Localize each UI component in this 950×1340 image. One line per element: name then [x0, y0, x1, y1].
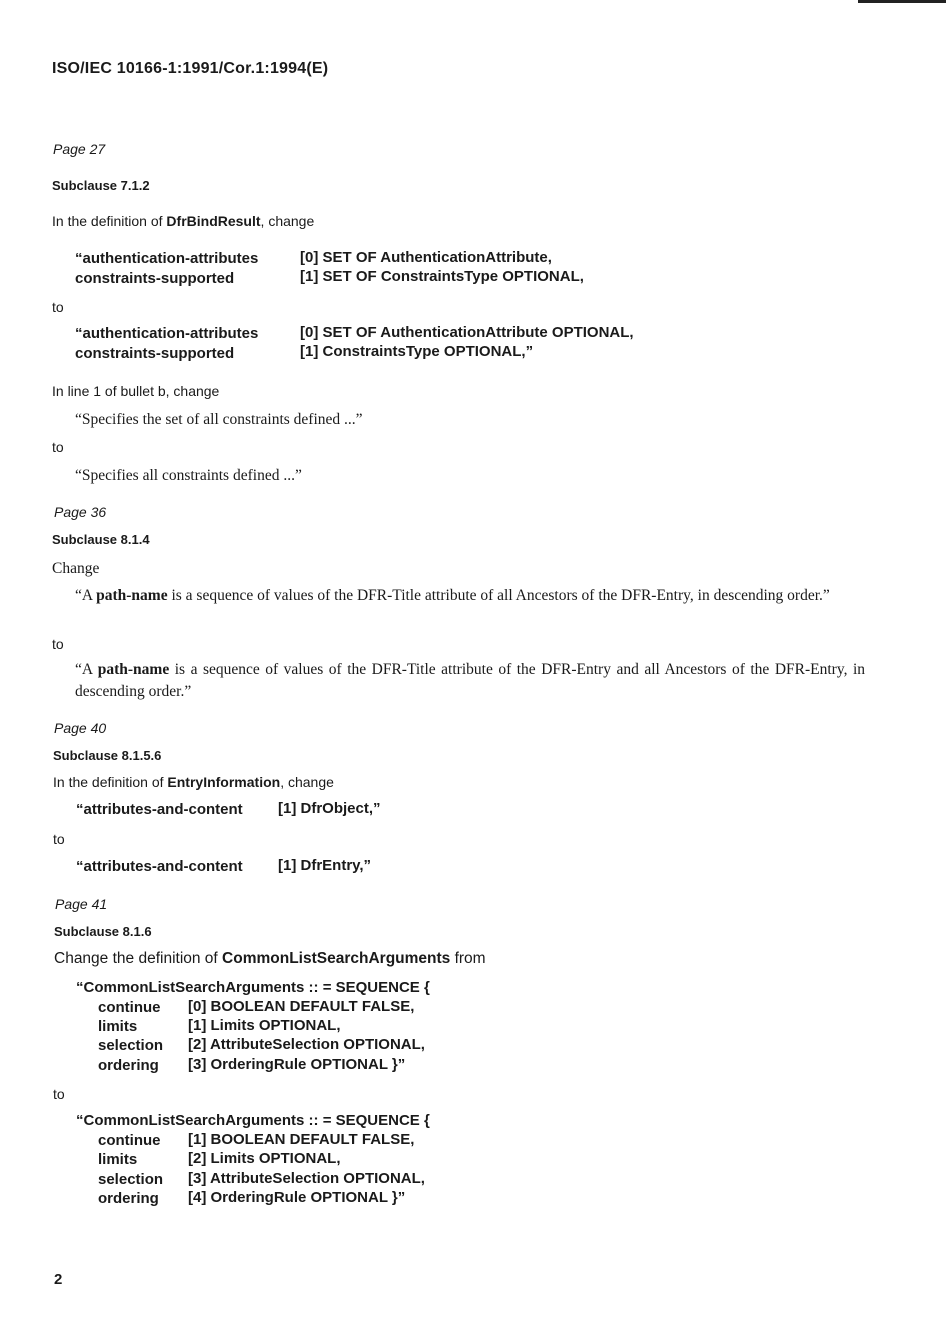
bullet-intro: In line 1 of bullet b, change — [52, 383, 220, 399]
bullet-from-quote: “Specifies the set of all constraints defined ...” — [75, 411, 363, 428]
document-header: ISO/IEC 10166-1:1991/Cor.1:1994(E) — [52, 60, 329, 77]
subclause-8-1-6: Subclause 8.1.6 — [54, 924, 152, 939]
from-block-field-name: continue — [98, 999, 161, 1016]
from-block-field-def: [2] AttributeSelection OPTIONAL, — [188, 1036, 425, 1053]
change-label: Change — [52, 560, 100, 577]
to-block-field-def: [4] OrderingRule OPTIONAL }” — [188, 1189, 406, 1206]
subclause-8-1-4: Subclause 8.1.4 — [52, 532, 150, 547]
to-row-def: [0] SET OF AuthenticationAttribute OPTIONAL, — [300, 324, 634, 341]
from-block-field-def: [0] BOOLEAN DEFAULT FALSE, — [188, 998, 415, 1015]
to-block-field-def: [2] Limits OPTIONAL, — [188, 1150, 341, 1167]
to-label: to — [53, 1086, 65, 1102]
from-paragraph: “A path-name is a sequence of values of the DFR-Title attribute of all Ancestors of the DFR-Entry, in descending order.” — [75, 587, 830, 604]
subclause-7-1-2: Subclause 7.1.2 — [52, 178, 150, 193]
from-block-field-def: [3] OrderingRule OPTIONAL }” — [188, 1056, 406, 1073]
page-ref-27: Page 27 — [53, 141, 106, 157]
from-row-name: constraints-supported — [75, 270, 235, 287]
to-row-name: constraints-supported — [75, 345, 235, 362]
from-block-field-name: selection — [98, 1037, 164, 1054]
from-block-field-name: limits — [98, 1018, 138, 1035]
to-row-def: [1] ConstraintsType OPTIONAL,” — [300, 343, 534, 360]
page-ref-41: Page 41 — [55, 896, 108, 912]
from-block-field-name: ordering — [98, 1057, 159, 1074]
page-ref-36: Page 36 — [54, 504, 107, 520]
to-row-name: “attributes-and-content — [76, 858, 243, 875]
to-label: to — [52, 439, 64, 455]
intro-entryinformation: In the definition of EntryInformation, change — [53, 774, 334, 790]
to-block-field-def: [3] AttributeSelection OPTIONAL, — [188, 1170, 425, 1187]
to-block-field-name: ordering — [98, 1190, 159, 1207]
to-paragraph: “A path-name is a sequence of values of the DFR-Title attribute of the DFR-Entry and all Ancestors of the DFR-Entry, in descending order.” — [75, 661, 866, 700]
corner-rule — [858, 0, 946, 3]
to-block-field-name: continue — [98, 1132, 161, 1149]
to-label: to — [52, 636, 64, 652]
to-row-def: [1] DfrEntry,” — [278, 857, 372, 874]
to-block-field-def: [1] BOOLEAN DEFAULT FALSE, — [188, 1131, 415, 1148]
to-row-name: “authentication-attributes — [75, 325, 259, 342]
page-ref-40: Page 40 — [54, 720, 107, 736]
to-block-heading: “CommonListSearchArguments :: = SEQUENCE { — [76, 1112, 430, 1129]
page-number: 2 — [54, 1271, 63, 1288]
from-block-heading: “CommonListSearchArguments :: = SEQUENCE { — [76, 979, 430, 996]
from-row-def: [1] DfrObject,” — [278, 800, 381, 817]
to-label: to — [53, 831, 65, 847]
subclause-8-1-5-6: Subclause 8.1.5.6 — [53, 748, 162, 763]
from-block-field-def: [1] Limits OPTIONAL, — [188, 1017, 341, 1034]
intro-commonlistsearcharguments: Change the definition of CommonListSearchArguments from — [54, 950, 486, 967]
bullet-to-quote: “Specifies all constraints defined ...” — [75, 467, 302, 484]
to-label: to — [52, 299, 64, 315]
to-block-field-name: selection — [98, 1171, 164, 1188]
from-row-name: “attributes-and-content — [76, 801, 243, 818]
intro-dfrbindresult: In the definition of DfrBindResult, change — [52, 213, 315, 229]
to-block-field-name: limits — [98, 1151, 138, 1168]
from-row-def: [0] SET OF AuthenticationAttribute, — [300, 249, 552, 266]
from-row-name: “authentication-attributes — [75, 250, 259, 267]
from-row-def: [1] SET OF ConstraintsType OPTIONAL, — [300, 268, 584, 285]
